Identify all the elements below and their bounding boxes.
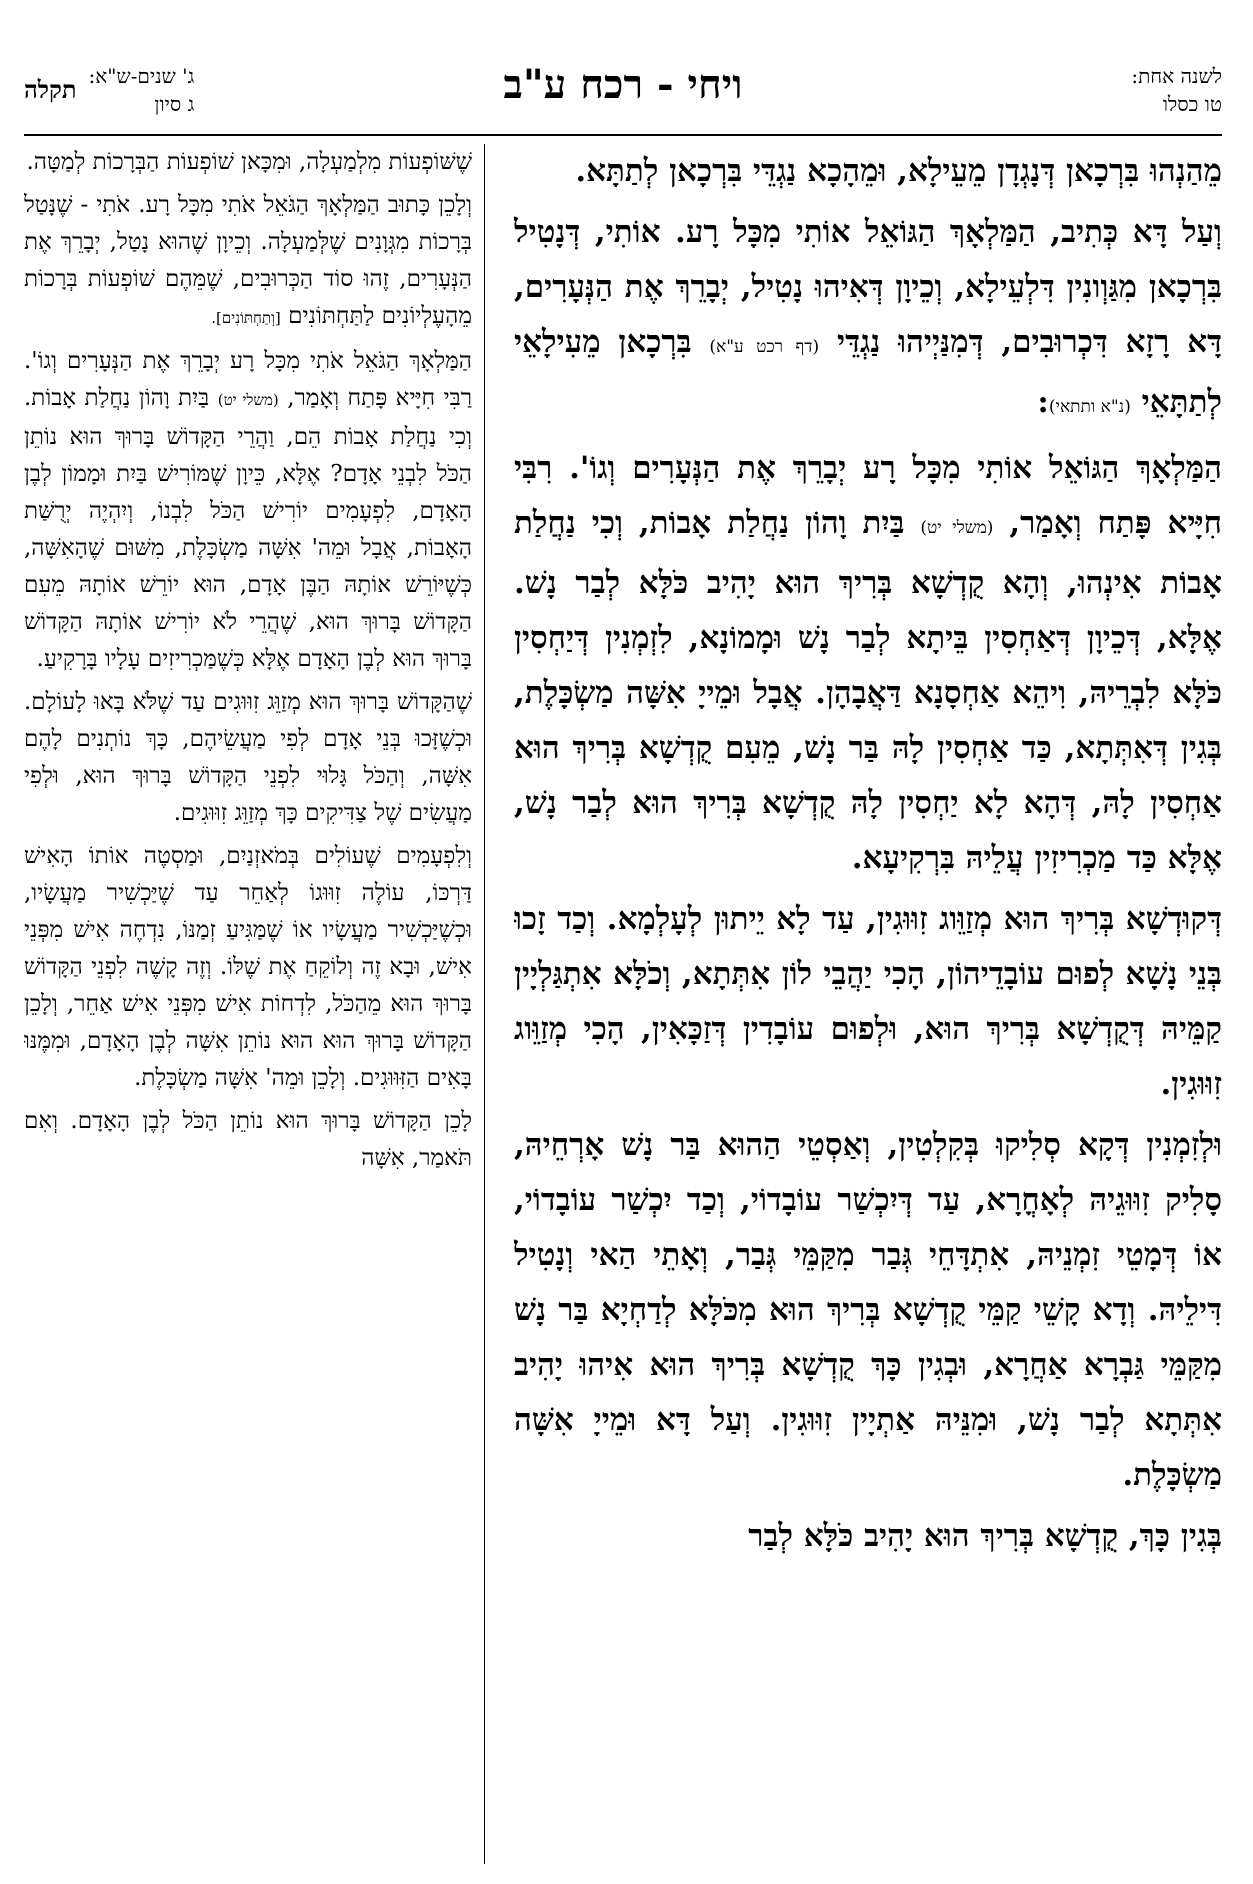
main-p3-text: הַמַּלְאָךְ הַגּוֹאֵל אוֹתִי מִכָּל רָע יְבָרֵךְ אֶת הַנְּעָרִים וְגוֹ'. רִבִּי חִיָּיא פָּתַח וְאָמַר, (514, 450, 1222, 541)
comm-paragraph-5 (24, 838, 472, 1097)
column-divider (484, 144, 485, 1864)
comm-paragraph-2 (24, 187, 472, 337)
header-one-year-label: לשנה אחת: (1131, 64, 1222, 88)
comm-paragraph-3 (24, 343, 472, 678)
comm-paragraph-4 (24, 684, 472, 832)
main-paragraph-3 (514, 441, 1222, 886)
main-text-column (514, 144, 1222, 1864)
page (24, 56, 1222, 1871)
main-paragraph-6 (514, 1509, 1222, 1564)
comm-c4-text: שֶׁהַקָּדוֹשׁ בָּרוּךְ הוּא מְזַוֵּג זִוּוּגִים עַד שֶׁלֹּא בָּאוּ לָעוֹלָם. וּכְשֶׁזָּכוּ בְּנֵי אָדָם לְפִי מַעֲשֵׂיהֶם, כָּךְ נוֹתְנִים לָהֶם אִשָּׁה, וְהַכֹּל גָּלוּי לִפְנֵי הַקָּדוֹשׁ בָּרוּךְ הוּא, וּלְפִי מַעֲשִׂים שֶׁל צַדִּיקִים כָּךְ מְזַוֵּג זִוּוּגִים. (24, 689, 472, 826)
main-paragraph-1 (514, 144, 1222, 199)
main-p5-text: וּלְזִמְנִין דְּקָא סְלִיקוּ בְּקִלְטִין, וְאַסְטֵי הַהוּא בַּר נָשׁ אָרְחֵיהּ, סָלִיק זִוּוּגֵיהּ לְאָחֳרָא, עַד דְּיִכְשַׁר עוֹבָדוֹי, וְכַד יִכְשַׁר עוֹבָדוֹי, אוֹ דְּמָטֵי זִמְנֵיהּ, אִתְדָּחֵי גְּבַר מִקַּמֵּי גְּבַר, וְאָתֵי הַאי וְנָטִיל דִּילֵיהּ. וְדָא קָשֵׁי קַמֵּי קֻדְשָׁא בְּרִיךְ הוּא מִכֹּלָּא לְדַחְיָא בַּר נָשׁ מִקַּמֵּי גַּבְרָא אַחֲרָא, וּבְגִין כָּךְ קֻדְשָׁא בְּרִיךְ הוּא אִיהוּ יָהִיב אִתְּתָא לְבַר נָשׁ, וּמִנֵּיהּ אַתְיָין זִוּוּגִין. וְעַל דָּא וּמֵייָ אִשָּׁה מַשְׂכָּלֶת. (514, 1127, 1222, 1493)
comm-c3-text: הַמַּלְאָךְ הַגֹּאֵל אֹתִי מִכָּל רָע יְבָרֵךְ אֶת הַנְּעָרִים וְגוֹ'. רַבִּי חִיָּיא פָּתַח וְאָמַר, (24, 348, 472, 411)
main-paragraph-5 (514, 1118, 1222, 1503)
main-p1-text: מֵהַנְהוּ בִּרְכָאן דְּנָגְדָן מֵעֵילָא, וּמֵהָכָא נַגְדֵּי בִּרְכָאן לְתַתָּא. (575, 153, 1222, 189)
main-p2-page-cite: (דף רכט ע"א) (709, 337, 820, 357)
main-p2-colon: : (1037, 384, 1049, 420)
translation-column (24, 144, 472, 1864)
comm-c2-text: וְלָכֵן כָּתוּב הַמַּלְאָךְ הַגֹּאֵל אֹתִי מִכָּל רָע. אֹתִי - שֶׁנָּטַל בְּרָכוֹת מִגְּוָנִים שֶׁלְּמַעְלָה. וְכֵיוָן שֶׁהוּא נָטַל, יְבָרֵךְ אֶת הַנְּעָרִים, זֶהוּ סוֹד הַכְּרוּבִים, שֶׁמֵּהֶם שׁוֹפְעוֹת בְּרָכוֹת מֵהָעֶלְיוֹנִים לַתַּחְתּוֹנִים (24, 192, 472, 329)
main-p2-end: בִּרְכָאן מֵעִילָאֵי לְתַתָּאֵי (514, 324, 1222, 420)
comm-c3-source-cite: (משלי יט) (217, 391, 279, 409)
comm-c5-text: וְלִפְעָמִים שֶׁעוֹלִים בְּמֹאזְנַיִם, וּמַסְטֶה אוֹתוֹ הָאִישׁ דַּרְכּוֹ, עוֹלֶה זִוּוּגוֹ לְאַחֵר עַד שֶׁיַּכְשִׁיר מַעֲשָׂיו, וּכְשֶׁיַּכְשִׁיר מַעֲשָׂיו אוֹ שֶׁמַּגִּיעַ זְמַנּוֹ, נִדְחֶה אִישׁ מִפְּנֵי אִישׁ, וּבָא זֶה וְלוֹקֵחַ אֶת שֶׁלּוֹ. וְזֶה קָשֶׁה לִפְנֵי הַקָּדוֹשׁ בָּרוּךְ הוּא מֵהַכֹּל, לִדְחוֹת אִישׁ מִפְּנֵי אִישׁ אַחֵר, וְלָכֵן הַקָּדוֹשׁ בָּרוּךְ הוּא הוּא נוֹתֵן אִשָּׁה לְבֶן הָאָדָם, וּמִמֶּנּוּ בָּאִים הַזִּוּוּגִים. וְלָכֵן וּמֵה' אִשָּׁה מַשְׂכָּלֶת. (24, 843, 472, 1091)
main-p6-text: בְּגִין כָּךְ, קֻדְשָׁא בְּרִיךְ הוּא יָהִיב כֹּלָּא לְבַר (748, 1518, 1222, 1554)
comm-c3-rest: בַּיִת וָהוֹן נַחֲלַת אָבוֹת. וְכִי נַחֲלַת אָבוֹת הֵם, וַהֲרֵי הַקָּדוֹשׁ בָּרוּךְ הוּא נוֹתֵן הַכֹּל לִבְנֵי אָדָם? אֶלָּא, כֵּיוָן שֶׁמּוֹרִישׁ בַּיִת וּמָמוֹן לְבֶן הָאָדָם, לִפְעָמִים יוֹרִישׁ הַכֹּל לִבְנוֹ, וְיִהְיֶה יְרֻשַּׁת הָאָבוֹת, אֲבָל וּמֵה' אִשָּׁה מַשְׂכָּלֶת, מִשּׁוּם שֶׁהָאִשָּׁה, כְּשֶׁיּוֹרֵשׁ אוֹתָהּ הַבֶּן אָדָם, הוּא יוֹרֵשׁ אוֹתָהּ מֵעִם הַקָּדוֹשׁ בָּרוּךְ הוּא, שֶׁהֲרֵי לֹא יוֹרִישׁ אוֹתָהּ הַקָּדוֹשׁ בָּרוּךְ הוּא לְבֶן הָאָדָם אֶלָּא כְּשֶׁמַּכְרִיזִים עָלָיו בָּרָקִיעַ. (24, 385, 472, 672)
main-paragraph-2 (514, 205, 1222, 435)
page-title: ויחי - רכח ע"ב (503, 61, 743, 108)
header-one-year-date: טו כסלו (1162, 92, 1222, 116)
main-p2-text: וְעַל דָּא כְּתִיב, הַמַּלְאָךְ הַגּוֹאֵל אוֹתִי מִכָּל רָע. אוֹתִי, דְּנָטִיל בִּרְכָאן מִגַּוְונִין דִּלְעֵילָא, וְכֵיוָן דְּאִיהוּ נָטִיל, יְבָרֵךְ אֶת הַנְּעָרִים, דָּא רָזָא דִּכְרוּבִים, דְּמִנַּיְיהוּ נַגְדֵּי (514, 214, 1222, 360)
header-three-years-date: ג סיון (154, 92, 195, 116)
header-schedule-three-years (24, 62, 194, 118)
comm-c6-text: לָכֵן הַקָּדוֹשׁ בָּרוּךְ הוּא נוֹתֵן הַכֹּל לְבֶן הָאָדָם. וְאִם תֹּאמַר, אִשָּׁה (24, 1108, 472, 1171)
comm-paragraph-1 (24, 144, 472, 181)
main-p3-source-cite: (משלי יט) (920, 518, 994, 538)
comm-c2-bracket-cite: [וְתַחְתּוֹנִים]. (211, 309, 281, 327)
main-p4-text: דְּקוּדְשָׁא בְּרִיךְ הוּא מְזַוֵּוג זִוּוּגִין, עַד לָא יֵיתוּן לְעָלְמָא. וְכַד זָכוּ בְּנֵי נָשָׁא לְפוּם עוֹבָדֵיהוֹן, הָכִי יַהֲבֵי לוֹן אִתְּתָא, וְכֹלָּא אִתְגַּלְיָין קַמֵּיהּ דְּקֻדְשָׁא בְּרִיךְ הוּא, וּלְפוּם עוֹבָדִין דְּזַכָּאִין, הָכִי מְזַוֵּוג זִוּוּגִין. (514, 901, 1222, 1102)
header-three-years-label: ג' שנים-ש"א: (88, 64, 195, 88)
main-p3-rest: בַּיִת וָהוֹן נַחֲלַת אָבוֹת, וְכִי נַחֲלַת אָבוֹת אִינְהוּ, וְהָא קֻדְשָׁא בְּרִיךְ הוּא יָהִיב כֹּלָּא לְבַר נָשׁ. אֶלָּא, דְּכֵיוָן דְּאַחְסִין בֵּיתָא לְבַר נָשׁ וּמָמוֹנָא, לִזְמְנִין דְּיַחְסִין כֹּלָּא לִבְרֵיהּ, וִיהֵא אַחְסָנָא דַּאֲבָהָן. אֲבָל וּמֵייָ אִשָּׁה מַשְׂכָּלֶת, בְּגִין דְּאִתְּתָא, כַּד אַחְסִין לָהּ בַּר נָשׁ, מֵעִם קֻדְשָׁא בְּרִיךְ הוּא אַחְסִין לָהּ, דְּהָא לָא יַחְסִין לָהּ קֻדְשָׁא בְּרִיךְ הוּא לְבַר נָשׁ, אֶלָּא כַּד מַכְרִיזִין עֲלֵיהּ בִּרְקִיעָא. (514, 505, 1222, 876)
main-p2-variant-cite: (נ"א ותתאי) (1048, 397, 1131, 417)
page-number: תקלה (24, 75, 77, 104)
comm-c1-text: שֶׁשּׁוֹפְעוֹת מִלְמַעְלָה, וּמִכָּאן שׁוֹפְעוֹת הַבְּרָכוֹת לְמַטָּה. (26, 149, 472, 175)
page-header (24, 56, 1222, 136)
main-paragraph-4 (514, 892, 1222, 1112)
comm-paragraph-6 (24, 1103, 472, 1177)
